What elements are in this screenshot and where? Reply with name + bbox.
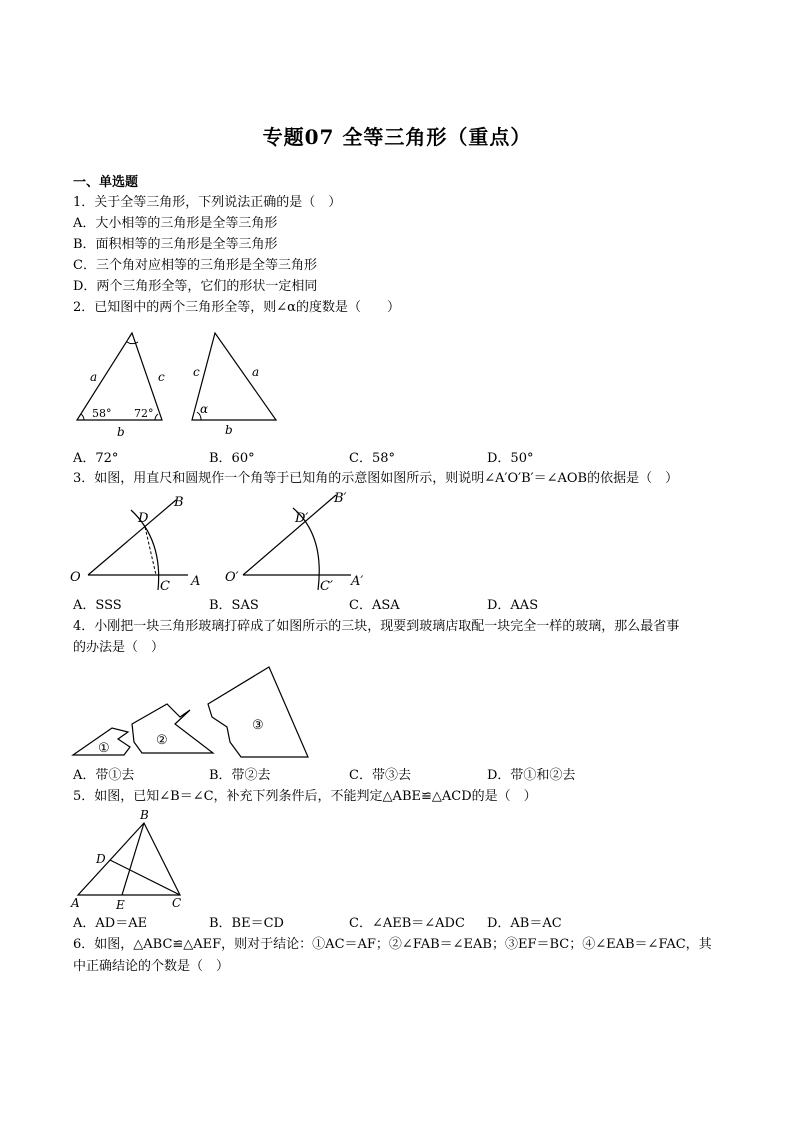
q1-option-b: B．面积相等的三角形是全等三角形 xyxy=(73,237,278,252)
q4-label-piece-2: ② xyxy=(156,733,168,748)
q3-label-A2: A′ xyxy=(351,574,364,589)
q3-figure xyxy=(68,490,388,595)
q2-stem: 2．已知图中的两个三角形全等，则∠α的度数是（ ） xyxy=(73,300,400,315)
q3-label-O2: O′ xyxy=(225,570,239,585)
q2-label-b1: b xyxy=(117,425,125,439)
q3-label-C2: C′ xyxy=(320,579,333,594)
q4-label-piece-3: ③ xyxy=(252,718,264,733)
q5-label-D: D xyxy=(96,852,106,866)
q5-label-C: C xyxy=(172,896,182,910)
q3-label-D: D xyxy=(138,511,149,526)
q1-option-d: D．两个三角形全等，它们的形状一定相同 xyxy=(73,279,318,294)
q5-option-a: A．AD＝AE xyxy=(73,916,148,931)
q1-option-c: C．三个角对应相等的三角形是全等三角形 xyxy=(73,258,317,273)
q3-option-d: D．AAS xyxy=(487,598,539,613)
q2-apex-arc xyxy=(127,342,138,344)
q3-option-c: C．ASA xyxy=(349,598,400,613)
q2-option-a: A．72° xyxy=(73,451,119,466)
q3-label-A: A xyxy=(191,574,201,589)
q2-option-d: D．50° xyxy=(487,451,534,466)
q4-piece-2 xyxy=(132,704,213,753)
q1-stem: 1．关于全等三角形，下列说法正确的是（ ） xyxy=(73,195,342,210)
q3-label-B: B xyxy=(174,495,184,510)
page-title: 专题07 全等三角形（重点） xyxy=(262,125,532,149)
q3-option-a: A．SSS xyxy=(73,598,122,613)
q2-option-b: B．60° xyxy=(209,451,255,466)
q4-option-c: C．带③去 xyxy=(349,768,411,783)
q5-triangle xyxy=(78,823,180,895)
q4-option-b: B．带②去 xyxy=(209,768,271,783)
q5-label-B: B xyxy=(140,808,149,822)
q1-option-a: A．大小相等的三角形是全等三角形 xyxy=(73,216,278,231)
q2-label-c2: c xyxy=(193,365,200,379)
q5-option-c: C．∠AEB＝∠ADC xyxy=(349,916,465,931)
q4-option-d: D．带①和②去 xyxy=(487,768,576,783)
q2-label-alpha: α xyxy=(200,402,209,416)
q4-option-a: A．带①去 xyxy=(73,768,135,783)
q2-angle-72: 72° xyxy=(134,407,154,420)
q2-angle-58: 58° xyxy=(92,407,112,420)
q2-label-a1: a xyxy=(90,370,98,384)
q2-option-c: C．58° xyxy=(349,451,395,466)
q3-label-D2: D′ xyxy=(295,511,309,526)
q2-label-b2: b xyxy=(225,423,233,437)
section-heading: 一、单选题 xyxy=(73,175,139,190)
q3-stem: 3．如图，用直尺和圆规作一个角等于已知角的示意图如图所示，则说明∠A′O′B′＝∠AOB的依据是（ ） xyxy=(73,471,679,486)
q3-label-C: C xyxy=(160,579,170,594)
q3-label-O: O xyxy=(70,570,81,585)
q5-stem: 5．如图，已知∠B＝∠C，补充下列条件后，不能判定△ABE≌△ACD的是（ ） xyxy=(73,789,537,804)
q4-stem-line2: 的办法是（ ） xyxy=(73,640,165,655)
q2-label-c1: c xyxy=(158,370,165,384)
q5-figure xyxy=(68,805,198,913)
q3-label-B2: B′ xyxy=(334,491,347,506)
q4-piece-3 xyxy=(208,667,308,757)
q5-label-E: E xyxy=(116,898,125,912)
q4-figure xyxy=(70,662,320,762)
q5-option-b: B．BE＝CD xyxy=(209,916,284,931)
q2-label-a2: a xyxy=(252,365,260,379)
q4-label-piece-1: ① xyxy=(98,741,110,756)
q4-stem-line1: 4．小刚把一块三角形玻璃打碎成了如图所示的三块，现要到玻璃店取配一块完全一样的玻璃，那么最省事 xyxy=(73,619,680,634)
q5-label-A: A xyxy=(71,896,80,910)
q3-option-b: B．SAS xyxy=(209,598,259,613)
q2-figure xyxy=(70,328,290,443)
q5-option-d: D．AB＝AC xyxy=(487,916,562,931)
q6-stem-line1: 6．如图，△ABC≌△AEF，则对于结论：①AC＝AF；②∠FAB＝∠EAB；③EF＝BC；④∠EAB＝∠FAC，其 xyxy=(73,937,712,952)
q6-stem-line2: 中正确结论的个数是（ ） xyxy=(73,959,230,974)
